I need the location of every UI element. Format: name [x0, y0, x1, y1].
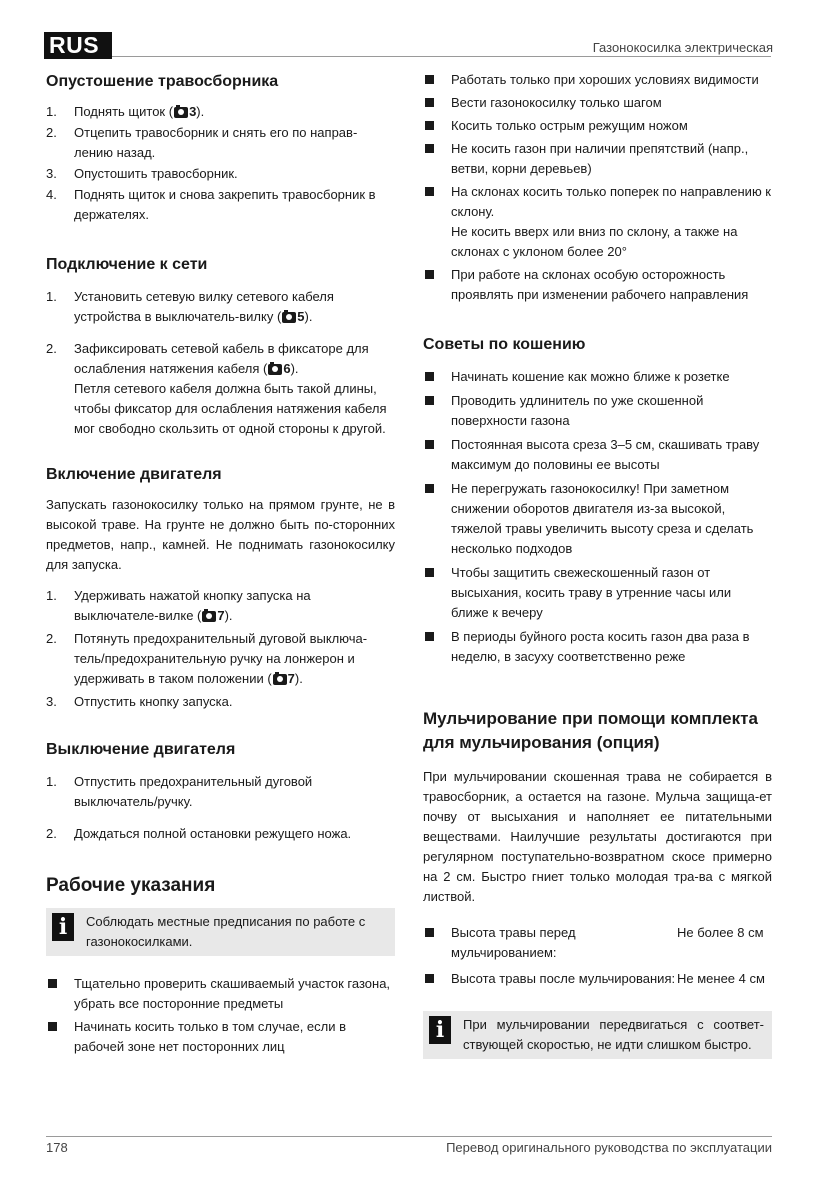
list-item: 4. Поднять щиток и снова закрепить травосборник в держателях. — [46, 187, 376, 222]
bullet-square-icon — [425, 144, 434, 153]
camera-icon — [202, 611, 216, 622]
info-icon: i — [52, 913, 74, 941]
work-bullets-continued — [423, 70, 772, 305]
list-item: 1. Отпустить предохранительный дуговой выключатель/ручку. — [46, 774, 313, 809]
bullet-square-icon — [425, 121, 434, 130]
stop-steps — [46, 772, 395, 844]
bullet-square-icon — [425, 396, 434, 405]
section-title-work: Рабочие указания — [46, 875, 216, 896]
bullet-square-icon — [48, 1022, 57, 1031]
list-item: Проводить удлинитель по уже скошенной поверхности газона — [423, 391, 772, 431]
list-item: 2. Отцепить травосборник и снять его по направ-лению назад. — [46, 125, 358, 160]
bullet-square-icon — [425, 372, 434, 381]
list-item: Начинать кошение как можно ближе к розетке — [423, 367, 772, 387]
cable-loop-note: Петля сетевого кабеля должна быть такой длины, чтобы фиксатор для ослабления натяжения кабеля мог свободно скользить от одной стороны к другой. — [74, 381, 387, 436]
bullet-square-icon — [425, 568, 434, 577]
footer-title: Перевод оригинального руководства по эксплуатации — [446, 1140, 772, 1155]
section-title-mulch: Мульчирование при помощи комплекта для мульчирования (опция) — [423, 709, 758, 752]
document-title: Газонокосилка электрическая — [592, 40, 773, 55]
header-divider — [112, 56, 771, 57]
tips-bullets — [423, 367, 772, 667]
start-steps — [46, 586, 395, 712]
bullet-square-icon — [425, 440, 434, 449]
left-column — [46, 70, 395, 1057]
info-box-regulations: i Соблюдать местные предписания по работе с газонокосилками. — [46, 908, 395, 956]
bullet-square-icon — [425, 928, 434, 937]
right-column — [423, 70, 772, 1059]
bullet-square-icon — [425, 75, 434, 84]
bullet-square-icon — [425, 98, 434, 107]
info-box-mulch-speed: i При мульчировании передвигаться с соответ-ствующей скоростью, не идти слишком быстро. — [423, 1011, 772, 1059]
bullet-square-icon — [425, 270, 434, 279]
list-item: Начинать косить только в том случае, если в рабочей зоне нет посторонних лиц — [46, 1017, 395, 1057]
list-item: 3. Опустошить травосборник. — [46, 166, 238, 181]
list-item: Не перегружать газонокосилку! При заметном снижении оборотов двигателя из-за высокой, тяжелой травы увеличить высоту среза и сделать несколько подходов — [423, 479, 772, 559]
page-number: 178 — [46, 1140, 68, 1155]
list-item: Тщательно проверить скашиваемый участок газона, убрать все посторонние предметы — [46, 974, 395, 1014]
connect-steps — [46, 287, 395, 439]
list-item: Косить только острым режущим ножом — [423, 116, 772, 136]
list-item: Высота травы перед мульчированием: Не более 8 см — [423, 923, 772, 963]
list-item: Не косить газон при наличии препятствий (напр., ветви, корни деревьев) — [423, 139, 772, 179]
camera-icon — [273, 674, 287, 685]
list-item: 1. Установить сетевую вилку сетевого кабеля устройства в выключатель-вилку ( 5). — [46, 289, 334, 324]
list-item: В периоды буйного роста косить газон два раза в неделю, в засуху соответственно реже — [423, 627, 772, 667]
language-badge: RUS — [44, 32, 112, 59]
list-item: Работать только при хороших условиях видимости — [423, 70, 772, 90]
list-item: 2. Зафиксировать сетевой кабель в фиксаторе для ослабления натяжения кабеля ( 6). Петля сетевого кабеля должна быть такой длины, чтобы фиксатор для ослабления натяжения кабеля мог свободно скользить от одной стороны к другой. — [46, 341, 387, 436]
bullet-square-icon — [425, 484, 434, 493]
start-paragraph: Запускать газонокосилку только на прямом грунте, не в высокой траве. На грунте не должно быть по-сторонних предметов, напр., камней. Не поднимать газонокосилку для запуска. — [46, 497, 395, 572]
section-title-connect: Подключение к сети — [46, 256, 208, 273]
section-title-start: Включение двигателя — [46, 466, 222, 483]
list-item: На склонах косить только поперек по направлению к склону. Не косить вверх или вниз по склону, а также на склонах с уклоном более 20° — [423, 182, 772, 262]
info-icon: i — [429, 1016, 451, 1044]
bullet-square-icon — [425, 632, 434, 641]
empty-steps — [46, 102, 395, 225]
work-bullets — [46, 974, 395, 1057]
list-item: Постоянная высота среза 3–5 см, скашивать траву максимум до половины ее высоты — [423, 435, 772, 475]
bullet-square-icon — [48, 979, 57, 988]
list-item: Высота травы после мульчирования: Не менее 4 см — [423, 969, 772, 989]
list-item: 2. Потянуть предохранительный дуговой выключа-тель/предохранительную ручку на лонжерон и удерживать в таком положении ( 7). — [46, 631, 368, 686]
bullet-square-icon — [425, 187, 434, 196]
list-item: 3. Отпустить кнопку запуска. — [46, 694, 233, 709]
list-item: Чтобы защитить свежескошенный газон от высыхания, косить траву в утренние часы или ближе к вечеру — [423, 563, 772, 623]
camera-icon — [282, 312, 296, 323]
footer-divider — [46, 1136, 772, 1137]
mulch-specs — [423, 923, 772, 989]
list-item: 1. Удерживать нажатой кнопку запуска на выключателе-вилке ( 7). — [46, 588, 311, 623]
section-title-stop: Выключение двигателя — [46, 741, 236, 758]
section-title-tips: Советы по кошению — [423, 336, 586, 353]
list-item: Вести газонокосилку только шагом — [423, 93, 772, 113]
list-item: 1. Поднять щиток ( 3). — [46, 104, 205, 119]
camera-icon — [268, 364, 282, 375]
section-title-empty: Опустошение травосборника — [46, 73, 279, 90]
mulch-paragraph: При мульчировании скошенная трава не собирается в травосборник, а остается на газоне. Мульча защища-ет почву от высыхания и наполняет ее питательными веществами. Наилучшие результаты достигаются при регулярном поступательно-возвратном скосе примерно на 2 см. Быстро гниет только молодая тра-ва с мягкой листвой. — [423, 769, 772, 904]
bullet-square-icon — [425, 974, 434, 983]
camera-icon — [174, 107, 188, 118]
list-item: 2. Дождаться полной остановки режущего ножа. — [46, 826, 352, 841]
list-item: При работе на склонах особую осторожность проявлять при изменении рабочего направления — [423, 265, 772, 305]
